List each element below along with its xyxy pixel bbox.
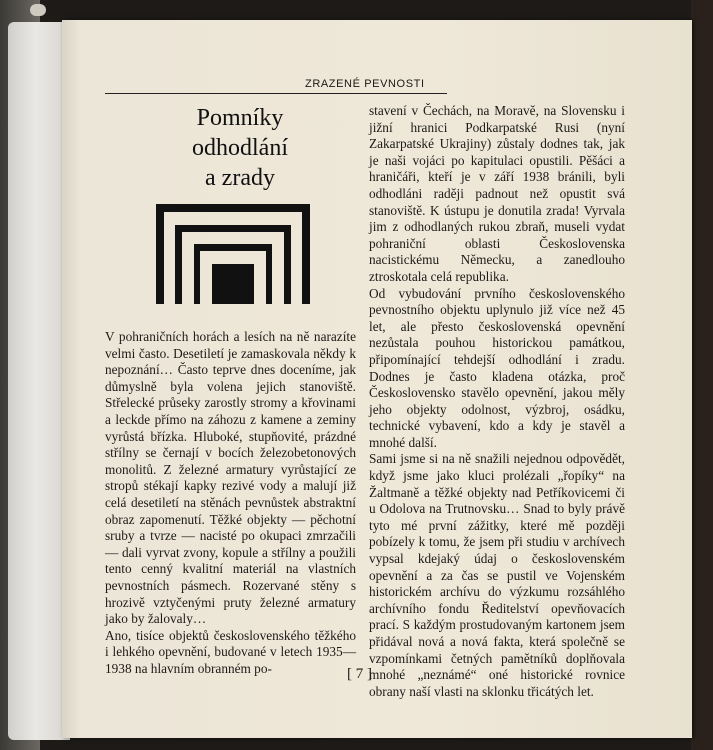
page-number: [ 7 ]: [347, 666, 372, 682]
book-cover-board: [8, 22, 70, 740]
background-right: [691, 0, 713, 750]
title-line-2: odhodlání: [192, 135, 288, 161]
text-column-left: [105, 329, 356, 677]
paragraph: stavení v Čechách, na Moravě, na Slovensku i jižní hranici Podkarpatské Rusi (nyní Zakarpatské Ukrajiny) zůstaly dodnes tak, jak je naši vojáci po kapitulaci opustili. Pěšáci a hraničáři, kteří je v září 1938 bránili, byli odhodláni raději padnout než opustit svá stanoviště. K ústupu je donutila zrada! Vyrvala jim z odhodlaných rukou zbraň, museli vydat pohraniční oblasti Československa nacistickému Německu, a zanedlouho ztroskotala celá republika.: [369, 103, 625, 284]
cover-marker: [30, 4, 46, 16]
header-rule: [105, 93, 447, 94]
paragraph: Od vybudování prvního československého pevnostního objektu uplynulo již více než 45 let, ale přesto československá opevnění nezůstala pouhou historickou památkou, připomínající tehdejší odhodlání i zradu. Dodnes je často kladena otázka, proč Československo stavělo opevnění, jakou měly jeho objekty odolnost, výzbroj, osádku, technické vybavení, kdo a kdy je stavěl a mnohé další.: [369, 285, 625, 450]
paragraph: V pohraničních horách a lesích na ně narazíte velmi často. Desetiletí je zamaskovala někdy k nepoznání… Často teprve dnes doceníme, jak důmyslně byla volena jejich stanoviště. Střelecké průseky zarostly stromy a křovinami a leckde přímo na záhozu z kamene a zeminy vyrůstá břízka. Hluboké, stupňovité, prázdné střílny se černají v bocích železobetonových monolitů. Z železné armatury vyrůstající ze stropů stékají kapky rezivé vody a malují již celá desetiletí na stěnách pevnůstek abstraktní obraz zapomenutí. Těžké objekty — pěchotní sruby a tvrze — nacisté po okupaci zmrzačili — dali vyrvat zvony, kopule a střílny a použili tento cenný kvalitní materiál na vlastních pevnostních pásmech. Rozervané stěny s hrozivě vztyčenými pruty železné armatury jako by žalovaly…: [105, 329, 356, 627]
running-head: ZRAZENÉ PEVNOSTI: [305, 78, 425, 90]
text-column-right: [369, 103, 625, 700]
title-line-3: a zrady: [205, 165, 275, 191]
paragraph: Ano, tisíce objektů československého těžkého i lehkého opevnění, budované v letech 1935—1938 na hlavním obranném po-: [105, 627, 356, 676]
title-line-1: Pomníky: [196, 105, 284, 131]
chapter-title: [160, 103, 320, 193]
paragraph: Sami jsme si na ně snažili nejednou odpovědět, když jsme jako kluci prolézali „řopíky“ na Žaltmaně a těžké objekty nad Petříkovicemi či u Odolova na Trutnovsku… Snad to byly právě tyto mé první zážitky, které mě později pobízely k tomu, že jsem při studiu v archívech vypsal kdejaký údaj o československém opevnění a za čas se pustil ve Vojenském historickém archívu do výzkumu rozsáhlého archívního fondu Ředitelství opevňovacích prací. S každým prostudovaným kartonem jsem přidával nová a nová fakta, která společně se vzpomínkami četných pamětníků doplňovala mnohé „neznámé“ oné historické rovnice obrany naší vlasti na sklonku třicátých let.: [369, 451, 625, 699]
bunker-emblem-icon: [156, 204, 310, 304]
